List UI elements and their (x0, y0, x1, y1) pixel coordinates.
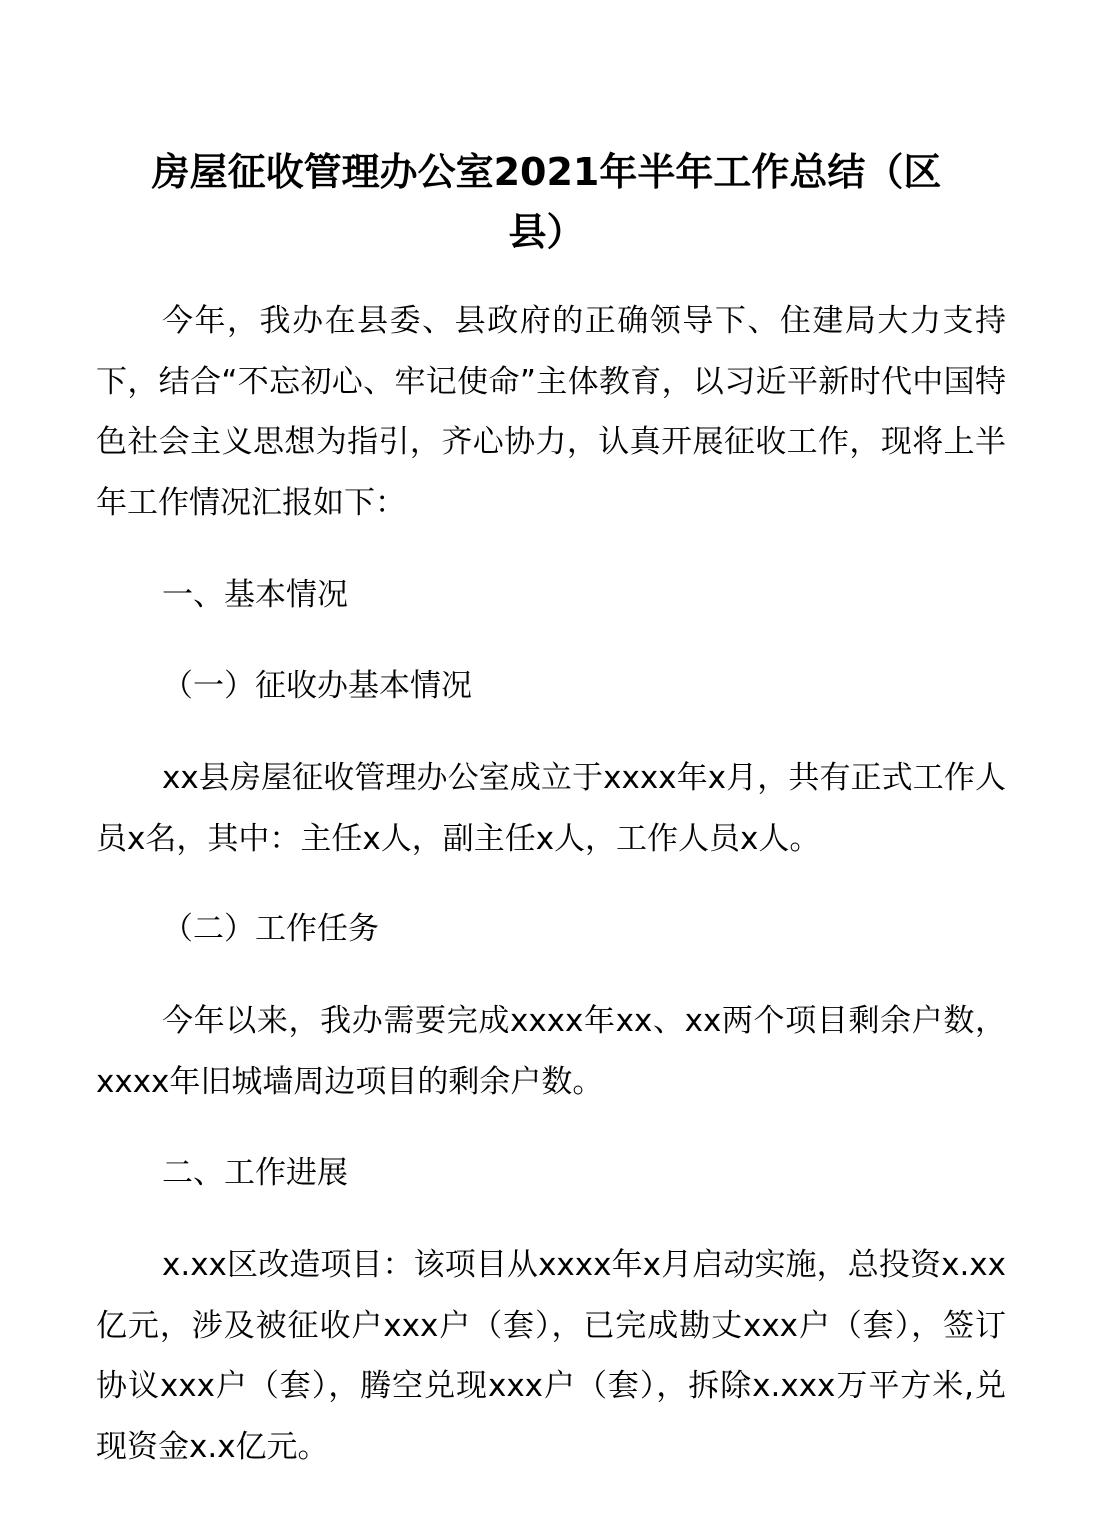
title-line-1: 房屋征收管理办公室2021年半年工作总结（区 (151, 150, 942, 194)
intro-paragraph: 今年，我办在县委、县政府的正确领导下、住建局大力支持下，结合“不忘初心、牢记使命”主体教育，以习近平新时代中国特色社会主义思想为指引，齐心协力，认真开展征收工作，现将上半年工作情况汇报如下： (96, 303, 1006, 521)
section-1-sub-2-paragraph: 今年以来，我办需要完成xxxx年xx、xx两个项目剩余户数，xxxx年旧城墙周边项目的剩余户数。 (96, 1003, 1006, 1100)
section-1-subheading-1: （一）征收办基本情况 (162, 668, 472, 704)
document-title (90, 142, 1003, 262)
section-1-sub-1-paragraph: xx县房屋征收管理办公室成立于xxxx年x月，共有正式工作人员x名，其中：主任x人，副主任x人，工作人员x人。 (96, 760, 1006, 857)
section-1-subheading-2: （二）工作任务 (162, 911, 379, 947)
title-line-2: 县） (508, 210, 585, 254)
section-2-heading: 二、工作进展 (162, 1155, 348, 1191)
section-1-heading: 一、基本情况 (162, 577, 348, 613)
section-2-paragraph: x.xx区改造项目：该项目从xxxx年x月启动实施，总投资x.xx亿元，涉及被征收户xxx户（套），已完成勘丈xxx户（套），签订协议xxx户（套），腾空兑现xxx户（套），拆除x.xxx万平方米,兑现资金x.x亿元。 (96, 1247, 1006, 1465)
